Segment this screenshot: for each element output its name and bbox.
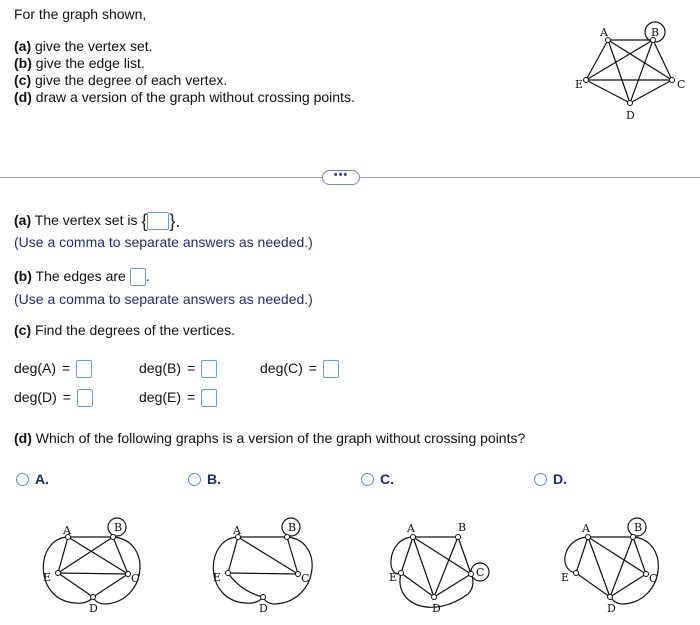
deg-c-row: deg(C) = bbox=[260, 360, 339, 378]
opt-c-label-a: A bbox=[407, 522, 415, 535]
opt-c-label-b: B bbox=[458, 521, 467, 534]
vertex-label-a: A bbox=[600, 26, 608, 39]
vertex-label-d: D bbox=[626, 109, 635, 122]
deg-c-input[interactable] bbox=[323, 360, 339, 378]
question-intro: For the graph shown, bbox=[14, 6, 147, 22]
deg-a-input[interactable] bbox=[76, 360, 92, 378]
answer-part-d: (d) Which of the following graphs is a version of the graph without crossing points? bbox=[14, 430, 526, 446]
opt-d-label-a: A bbox=[582, 522, 590, 535]
edge-list-input[interactable] bbox=[130, 268, 146, 286]
opt-d-label-b: B bbox=[634, 521, 643, 534]
option-d-radio[interactable] bbox=[534, 473, 547, 486]
option-c-graph bbox=[378, 510, 498, 618]
deg-d-input[interactable] bbox=[77, 389, 93, 407]
hint-a: (Use a comma to separate answers as needed.) bbox=[14, 234, 313, 250]
deg-b-input[interactable] bbox=[201, 360, 217, 378]
opt-d-label-e: E bbox=[561, 571, 570, 584]
opt-a-label-e: E bbox=[43, 571, 52, 584]
opt-d-label-c: C bbox=[649, 572, 658, 585]
answer-part-b: (b) The edges are . bbox=[14, 268, 150, 286]
option-b-graph bbox=[205, 510, 325, 618]
opt-a-label-d: D bbox=[89, 602, 98, 615]
opt-d-label-d: D bbox=[607, 602, 616, 615]
option-d-graph bbox=[553, 510, 673, 618]
option-d[interactable]: D. bbox=[534, 471, 567, 487]
option-b-radio[interactable] bbox=[188, 473, 201, 486]
option-a[interactable]: A. bbox=[16, 471, 49, 487]
opt-b-label-c: C bbox=[301, 572, 310, 585]
opt-c-label-d: D bbox=[432, 602, 441, 615]
opt-b-label-e: E bbox=[213, 571, 222, 584]
question-part-d: (d) draw a version of the graph without crossing points. bbox=[14, 89, 355, 105]
deg-d-row: deg(D) = bbox=[14, 389, 93, 407]
option-a-graph bbox=[35, 510, 155, 618]
opt-c-label-e: E bbox=[389, 571, 398, 584]
more-button[interactable]: ••• bbox=[322, 170, 360, 185]
main-graph-figure bbox=[575, 20, 690, 130]
answer-part-a: (a) The vertex set is { }. bbox=[14, 210, 181, 231]
option-c[interactable]: C. bbox=[361, 471, 394, 487]
deg-e-input[interactable] bbox=[201, 389, 217, 407]
option-b[interactable]: B. bbox=[188, 471, 221, 487]
opt-b-label-b: B bbox=[288, 521, 297, 534]
vertex-label-e: E bbox=[575, 78, 584, 91]
hint-b: (Use a comma to separate answers as needed.) bbox=[14, 291, 313, 307]
vertex-label-c: C bbox=[677, 78, 686, 91]
question-part-a: (a) give the vertex set. bbox=[14, 38, 153, 54]
vertex-set-input[interactable] bbox=[147, 212, 169, 230]
option-a-radio[interactable] bbox=[16, 473, 29, 486]
answer-part-c: (c) Find the degrees of the vertices. bbox=[14, 322, 236, 338]
opt-a-label-a: A bbox=[63, 524, 71, 537]
opt-a-label-b: B bbox=[114, 521, 123, 534]
question-part-c: (c) give the degree of each vertex. bbox=[14, 72, 228, 88]
opt-c-label-c: C bbox=[476, 566, 485, 579]
option-c-radio[interactable] bbox=[361, 473, 374, 486]
vertex-label-b: B bbox=[651, 26, 660, 39]
opt-b-label-a: A bbox=[233, 524, 241, 537]
deg-a-row: deg(A) = bbox=[14, 360, 92, 378]
opt-a-label-c: C bbox=[131, 572, 140, 585]
question-part-b: (b) give the edge list. bbox=[14, 55, 145, 71]
deg-b-row: deg(B) = bbox=[139, 360, 217, 378]
opt-b-label-d: D bbox=[259, 602, 268, 615]
deg-e-row: deg(E) = bbox=[139, 389, 217, 407]
